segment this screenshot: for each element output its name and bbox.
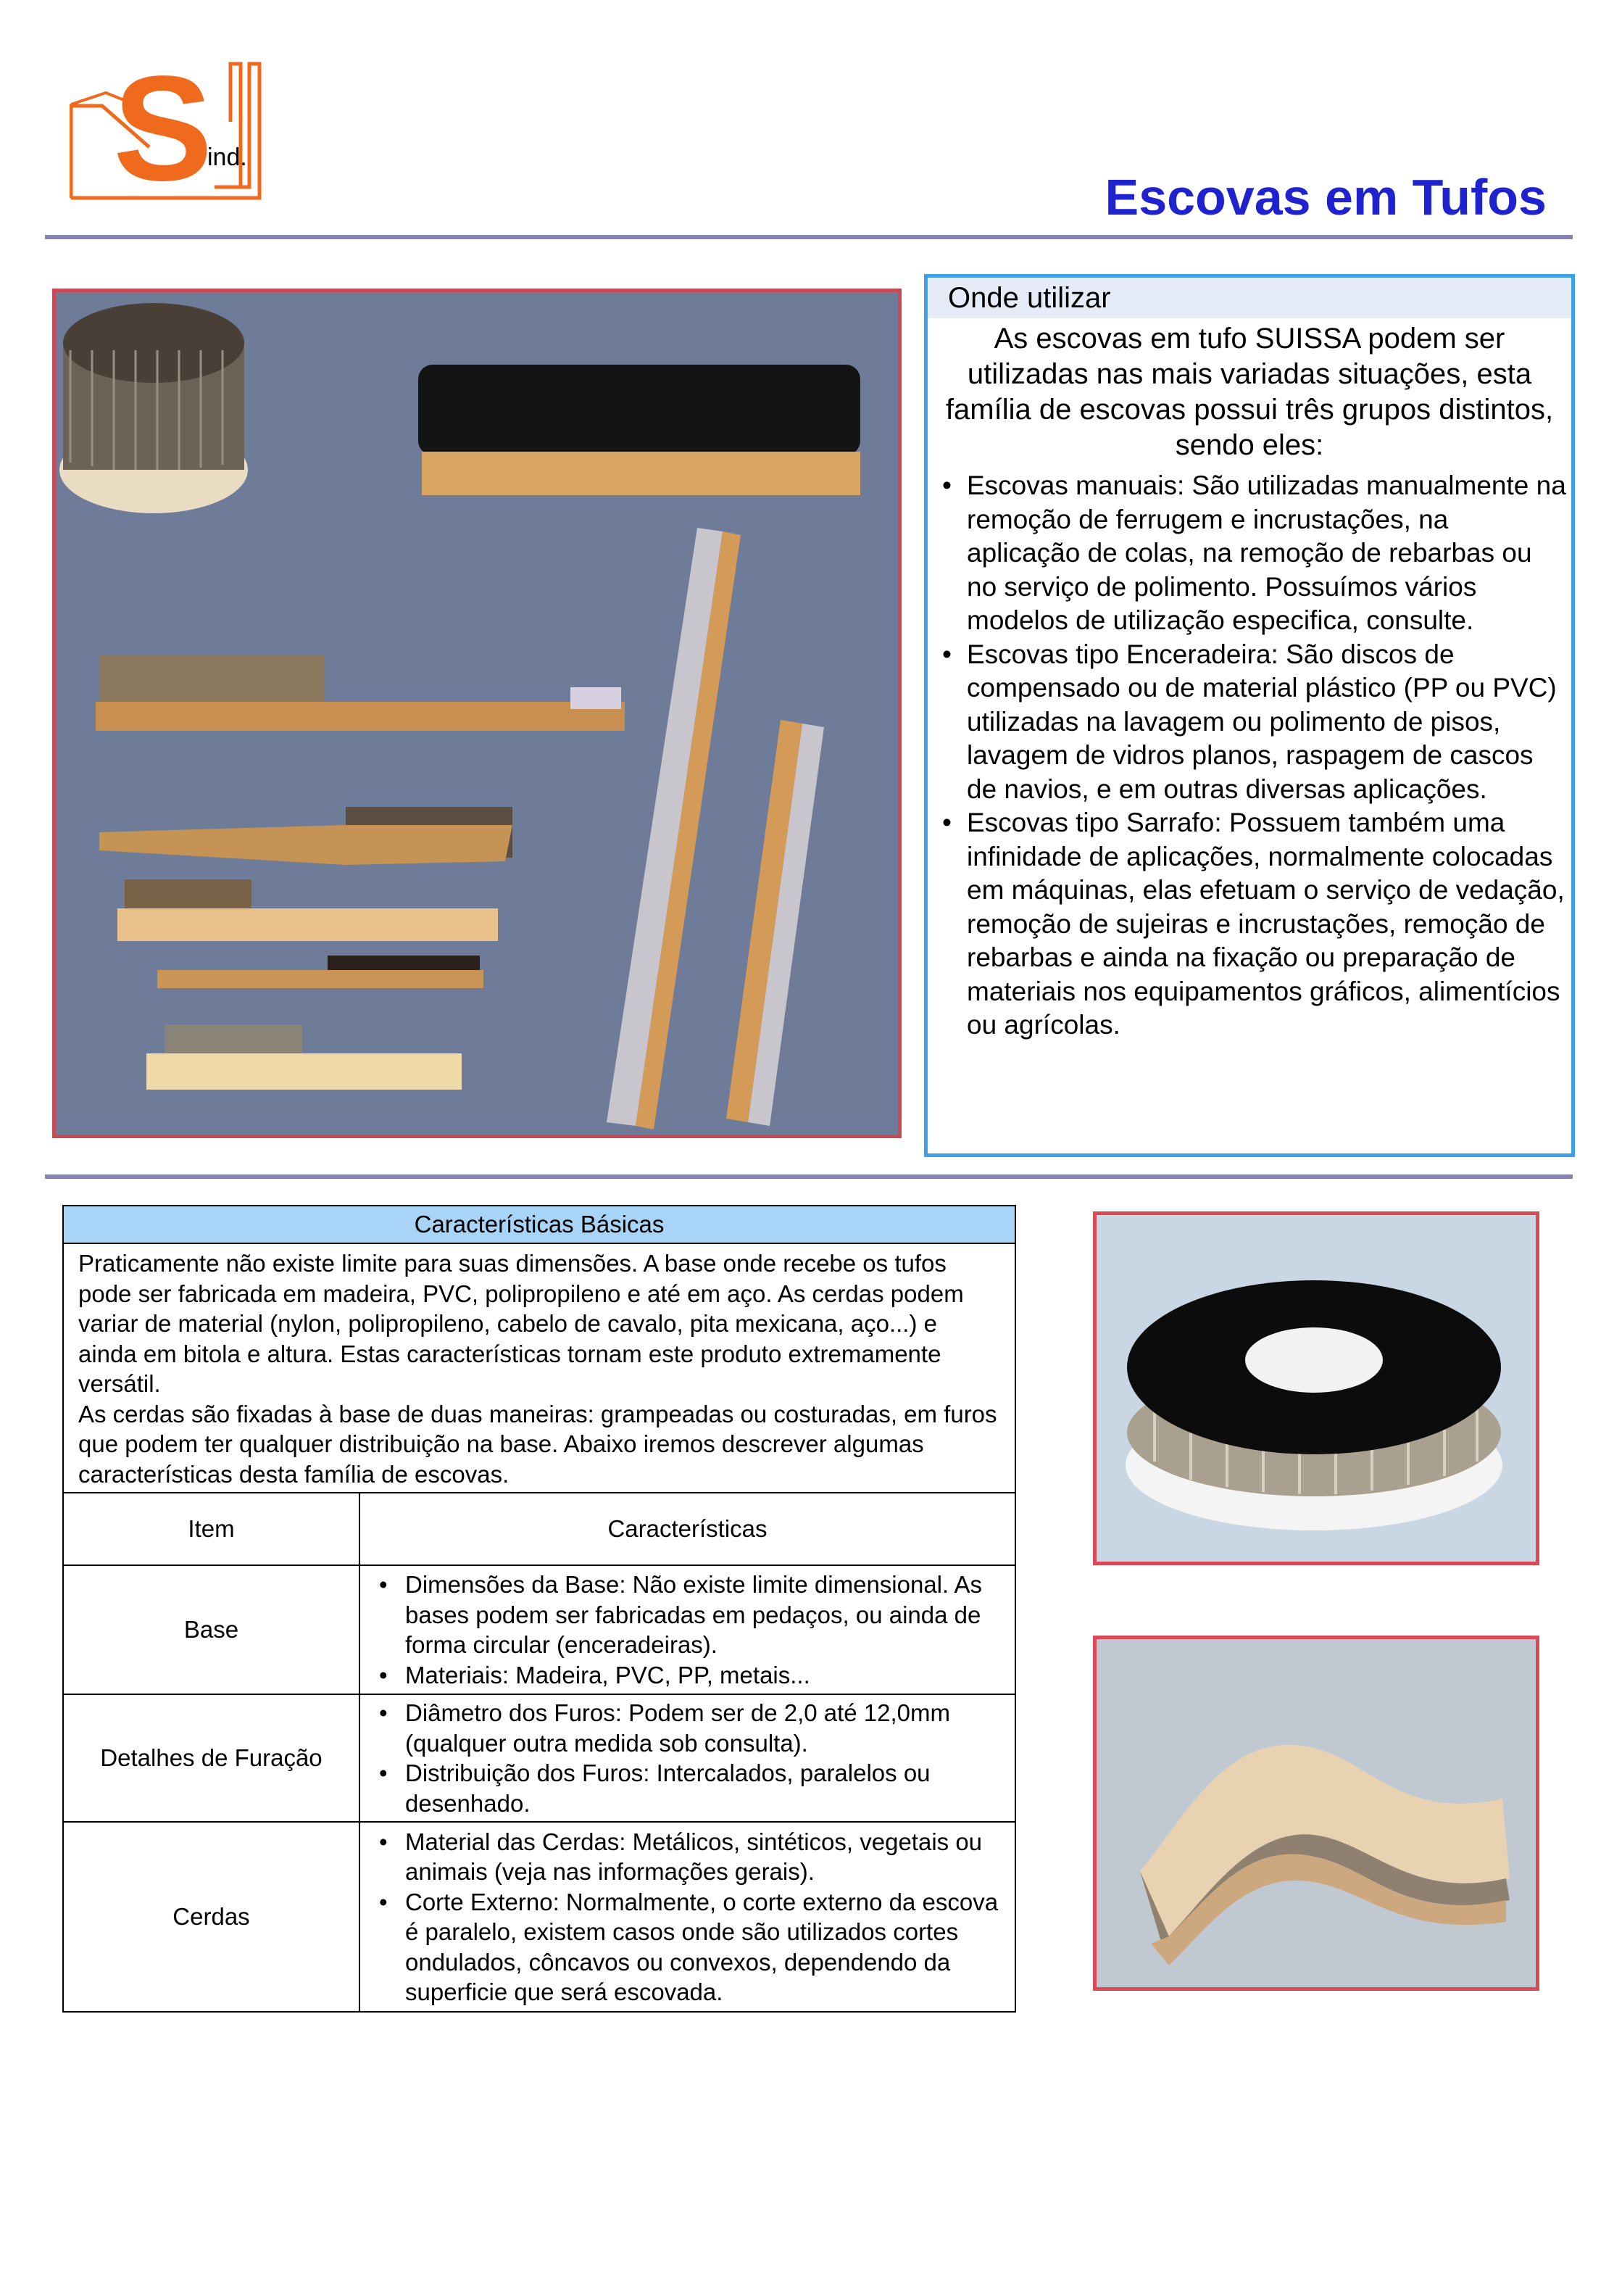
table-intro <box>63 1243 1015 1493</box>
list-item <box>375 1698 1007 1758</box>
list-item <box>936 638 1567 807</box>
characteristic-text: Corte Externo: Normalmente, o corte externo da escova é paralelo, existem casos onde são utilizados cortes ondulados, côncavos ou convexos, dependendo da superficie que será escovada. <box>405 1888 999 2005</box>
bullet-icon: • <box>379 1888 388 1915</box>
list-item <box>375 1660 1007 1691</box>
characteristic-text: Diâmetro dos Furos: Podem ser de 2,0 até 12,0mm (qualquer outra medida sob consulta). <box>405 1699 951 1757</box>
usage-item-text: Escovas manuais: São utilizadas manualmente na remoção de ferrugem e incrustações, na aplicação de colas, na remoção de rebarbas ou no serviço de polimento. Possuímos vários modelos de utilização especifica, consulte. <box>967 471 1566 635</box>
characteristics-table <box>62 1205 1016 2013</box>
list-item <box>936 469 1567 638</box>
usage-intro-text: As escovas em tufo SUISSA podem ser utilizadas nas mais variadas situações, esta família de escovas possui três grupos distintos, sendo eles: <box>945 323 1554 461</box>
list-item <box>375 1570 1007 1660</box>
bullet-icon: • <box>942 471 952 500</box>
usage-heading: Onde utilizar <box>928 278 1571 318</box>
characteristic-text: Material das Cerdas: Metálicos, sintéticos, vegetais ou animais (veja nas informações gerais). <box>405 1828 983 1885</box>
table-column-headers <box>63 1493 1015 1565</box>
company-logo <box>70 42 265 212</box>
list-item <box>375 1758 1007 1818</box>
brushes-product-photo <box>52 289 902 1138</box>
table-intro-paragraph: Praticamente não existe limite para suas dimensões. A base onde recebe os tufos pode ser fabricada em madeira, PVC, polipropileno e até em aço. As cerdas podem variar de material (nylon, polipropileno, cabelo de cavalo, pita mexicana, aço...) e ainda em bitola e altura. Estas características tornam este produto extremamente versátil. <box>78 1250 964 1397</box>
characteristic-text: Materiais: Madeira, PVC, PP, metais... <box>405 1661 810 1688</box>
column-header-characteristics: Características <box>359 1493 1015 1565</box>
bullet-icon: • <box>379 1699 388 1726</box>
logo-suffix: ind. <box>207 144 247 171</box>
bullet-icon: • <box>379 1661 388 1688</box>
row-characteristics <box>359 1822 1015 2012</box>
row-item-label: Base <box>63 1565 359 1694</box>
row-characteristics <box>359 1694 1015 1822</box>
column-header-item: Item <box>63 1493 359 1565</box>
usage-item-text: Escovas tipo Enceradeira: São discos de compensado ou de material plástico (PP ou PVC) utilizadas na lavagem ou polimento de pisos, lavagem de vidros planos, raspagem de cascos de navios, e em outras diversas aplicações. <box>967 639 1557 804</box>
list-item <box>375 1887 1007 2007</box>
characteristic-text: Dimensões da Base: Não existe limite dimensional. As bases podem ser fabricadas em pedaços, ou ainda de forma circular (enceradeiras). <box>405 1571 983 1658</box>
logo-letter: S <box>113 45 213 212</box>
section-divider <box>45 1174 1573 1179</box>
round-brush-photo <box>1093 1211 1539 1565</box>
page-title: Escovas em Tufos <box>1105 169 1547 225</box>
row-item-label: Cerdas <box>63 1822 359 2012</box>
usage-info-box <box>924 274 1575 1157</box>
list-item <box>936 806 1567 1043</box>
table-header: Características Básicas <box>63 1206 1015 1243</box>
list-item <box>375 1827 1007 1887</box>
characteristic-text: Distribuição dos Furos: Intercalados, paralelos ou desenhado. <box>405 1760 931 1817</box>
table-row <box>63 1822 1015 2012</box>
usage-item-text: Escovas tipo Sarrafo: Possuem também uma infinidade de aplicações, normalmente colocadas em máquinas, elas efetuam o serviço de vedação, remoção de sujeiras e incrustações, remoção de rebarbas e ainda na fixação ou preparação de materiais nos equipamentos gráficos, alimentícios ou agrícolas. <box>967 808 1565 1040</box>
usage-list <box>936 469 1567 1043</box>
table-row <box>63 1565 1015 1694</box>
bullet-icon: • <box>379 1571 388 1598</box>
row-item-label: Detalhes de Furação <box>63 1694 359 1822</box>
bullet-icon: • <box>379 1760 388 1786</box>
header-divider <box>45 235 1573 239</box>
bullet-icon: • <box>942 639 952 669</box>
row-characteristics <box>359 1565 1015 1694</box>
table-intro-paragraph: As cerdas são fixadas à base de duas maneiras: grampeadas ou costuradas, em furos que podem ter qualquer distribuição na base. Abaixo iremos descrever algumas características desta família de escovas. <box>78 1400 997 1488</box>
bullet-icon: • <box>942 808 952 837</box>
table-row <box>63 1694 1015 1822</box>
bullet-icon: • <box>379 1828 388 1855</box>
bent-brush-photo <box>1093 1636 1539 1991</box>
